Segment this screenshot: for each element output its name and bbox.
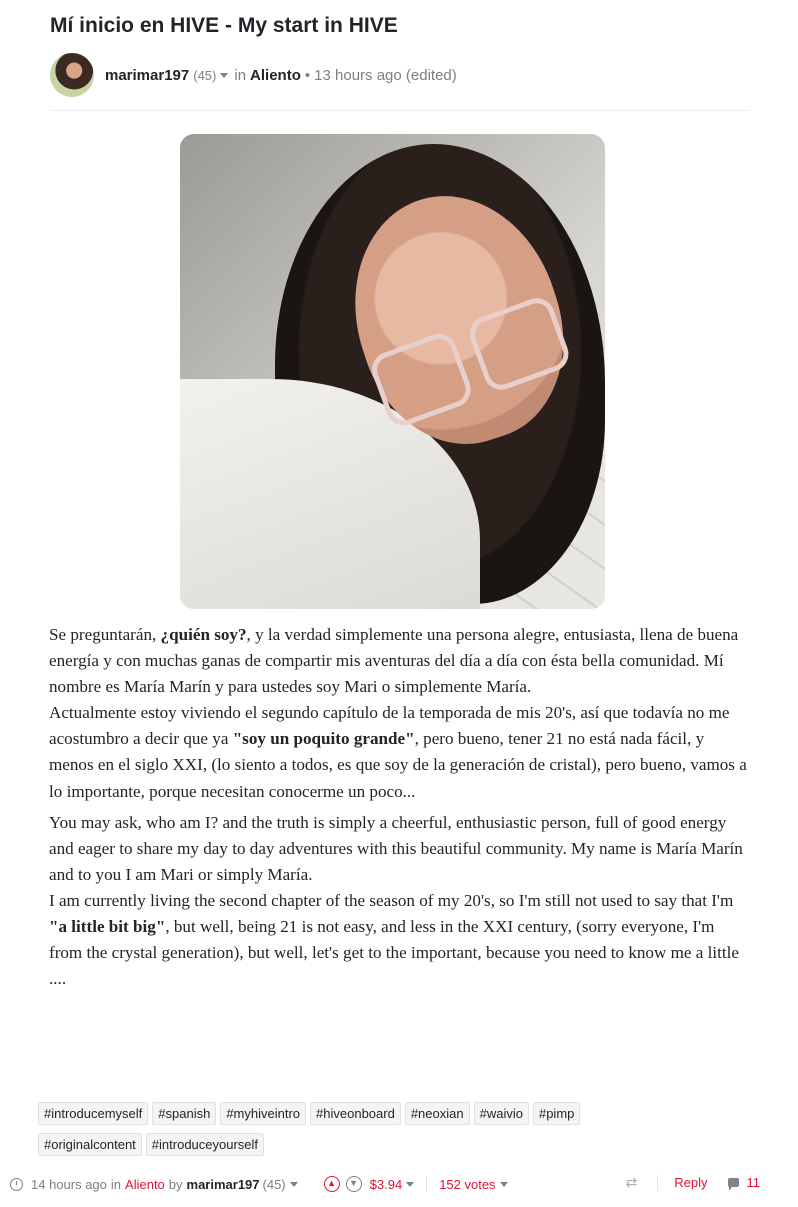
post-title: Mí inicio en HIVE - My start in HIVE [50,14,398,37]
tag-introducemyself[interactable]: #introducemyself [38,1102,148,1125]
author-menu-caret-icon[interactable] [220,73,228,78]
body-paragraph-en-1: You may ask, who am I? and the truth is simply a cheerful, enthusiastic person, full of good energy and eager to share my day to day adventures with this beautiful community. My name is María Marín and to you I am Mari or simply María. [49,812,743,884]
tag-spanish[interactable]: #spanish [152,1102,216,1125]
body-paragraph-es-2: Actualmente estoy viviendo el segundo capítulo de la temporada de mis 20's, así que todavía no me acostumbro a decir que ya "soy un poquito grande", pero bueno, tener 21 no está nada fácil, y menos en el siglo XXI, (lo siento a todos, es que soy de la generación de cristal), pero bueno, vamos a lo importante, porque necesitan conocerme un poco... [49,703,747,801]
upvote-icon[interactable]: ▲ [324,1176,340,1192]
footer-reputation: (45) [262,1176,286,1192]
post-byline [50,53,457,97]
footer-by-label: by [168,1176,183,1192]
post-time: 13 hours ago (edited) [314,66,457,84]
footer-in-label: in [110,1176,122,1192]
votes-caret-icon[interactable] [500,1182,508,1187]
footer-author-caret-icon[interactable] [290,1182,298,1187]
post-footer [10,1174,790,1194]
clock-icon [10,1178,23,1191]
footer-author-link[interactable]: marimar197 [186,1176,260,1192]
votes-count[interactable]: 152 votes [439,1176,496,1192]
tag-myhiveintro[interactable]: #myhiveintro [220,1102,306,1125]
body-paragraph-en-2: I am currently living the second chapter of the season of my 20's, so I'm still not used to say that I'm "a little bit big", but well, being 21 is not easy, and less in the XXI century, (sorry everyone, I'm from the crystal generation), but well, let's get to the important, because you need to know me a little .... [49,890,739,989]
tag-originalcontent[interactable]: #originalcontent [38,1133,142,1156]
footer-divider [426,1176,427,1192]
downvote-icon[interactable]: ▼ [346,1176,362,1192]
body-paragraph-es-1: Se preguntarán, ¿quién soy?, y la verdad simplemente una persona alegre, entusiasta, llena de buena energía y con muchas ganas de compartir mis aventuras del día a día con ésta bella comunidad. Mí nombre es María Marín y para ustedes soy Mari o simplemente María. [49,625,739,697]
tag-list [38,1102,658,1164]
community-link[interactable]: Aliento [250,66,301,84]
author-name[interactable]: marimar197 [105,66,190,84]
footer-actions [626,1174,760,1191]
tag-pimp[interactable]: #pimp [533,1102,580,1125]
byline-bullet: • [304,66,311,84]
tag-neoxian[interactable]: #neoxian [405,1102,470,1125]
comment-count[interactable]: 11 [746,1175,760,1190]
author-avatar[interactable] [50,53,94,97]
actions-divider [657,1175,658,1191]
tag-introduceyourself[interactable]: #introduceyourself [146,1133,264,1156]
post-body [49,622,749,992]
post-photo [180,134,605,609]
tag-waivio[interactable]: #waivio [474,1102,529,1125]
in-label: in [234,66,247,84]
author-reputation: (45) [193,67,217,83]
header-divider [50,110,750,111]
reply-link[interactable]: Reply [674,1175,708,1190]
payout-value[interactable]: $3.94 [369,1176,403,1192]
footer-community-link[interactable]: Aliento [125,1176,165,1192]
payout-caret-icon[interactable] [406,1182,414,1187]
footer-time: 14 hours ago [31,1176,107,1192]
comment-icon[interactable] [728,1178,739,1187]
tag-hiveonboard[interactable]: #hiveonboard [310,1102,401,1125]
reblog-icon[interactable]: ⇄ [625,1174,638,1190]
